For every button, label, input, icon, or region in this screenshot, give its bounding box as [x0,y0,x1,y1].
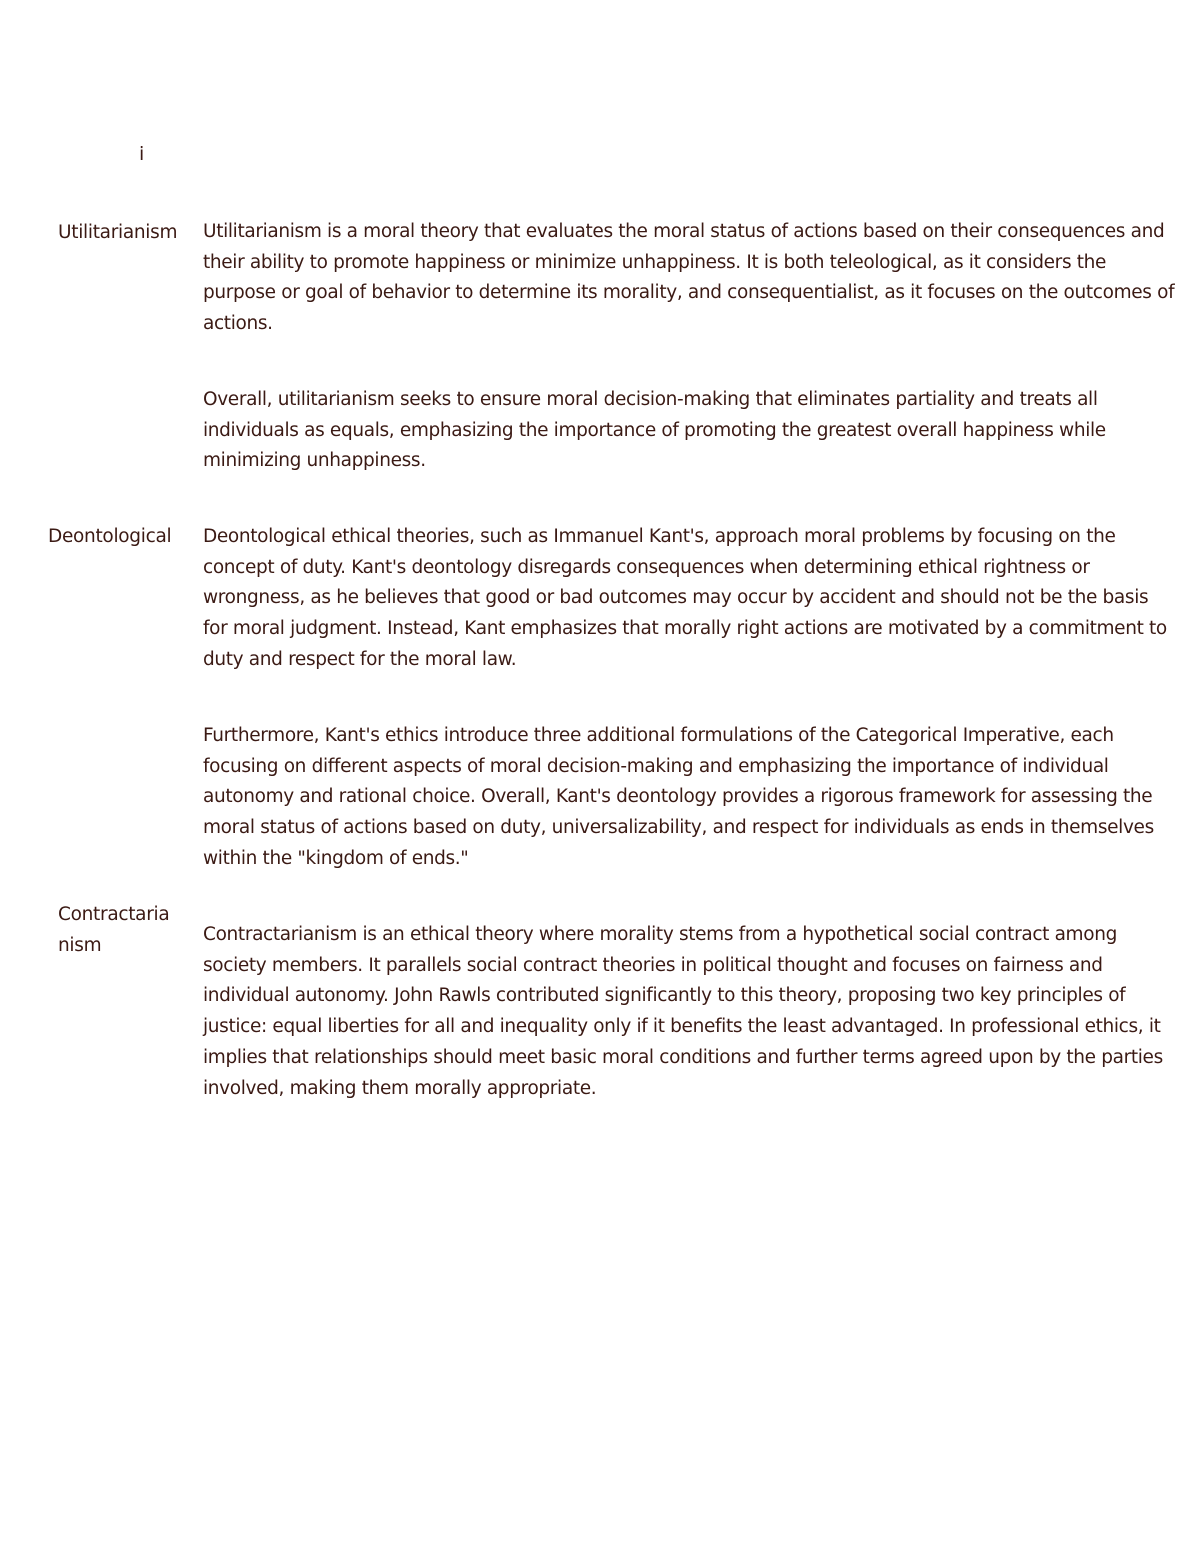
term-deontological: Deontological [48,526,172,547]
deontological-paragraph-1: Deontological ethical theories, such as Immanuel Kant's, approach moral problems by focusing on the concept of duty. Kant's deontology disregards consequences when determining ethical rightness or wrongness, as he believes that good or bad outcomes may occur by accident and should not be the basis for moral judgment. Instead, Kant emphasizes that morally right actions are motivated by a commitment to duty and respect for the moral law. [203,526,1167,670]
contractarianism-paragraph-1: Contractarianism is an ethical theory where morality stems from a hypothetical social contract among society members. It parallels social contract theories in political thought and focuses on fairness and individual autonomy. John Rawls contributed significantly to this theory, proposing two key principles of justice: equal liberties for all and inequality only if it benefits the least advantaged. In professional ethics, it implies that relationships should meet basic moral conditions and further terms agreed upon by the parties involved, making them morally appropriate. [203,924,1163,1099]
term-utilitarianism: Utilitarianism [58,222,178,243]
deontological-paragraph-2: Furthermore, Kant's ethics introduce three additional formulations of the Categorical Imperative, each focusing on different aspects of moral decision-making and emphasizing the importance of individual autonomy and rational choice. Overall, Kant's deontology provides a rigorous framework for assessing the moral status of actions based on duty, universalizability, and respect for individuals as ends in themselves within the "kingdom of ends." [203,725,1154,869]
list-marker: i [139,143,145,165]
utilitarianism-paragraph-1: Utilitarianism is a moral theory that evaluates the moral status of actions based on their consequences and their ability to promote happiness or minimize unhappiness. It is both teleological, as it considers the purpose or goal of behavior to determine its morality, and consequentialist, as it focuses on the outcomes of actions. [203,221,1175,335]
utilitarianism-paragraph-2: Overall, utilitarianism seeks to ensure moral decision-making that eliminates partiality and treats all individuals as equals, emphasizing the importance of promoting the greatest overall happiness while minimizing unhappiness. [203,389,1106,472]
term-contractarianism: Contractarianism [58,904,170,956]
